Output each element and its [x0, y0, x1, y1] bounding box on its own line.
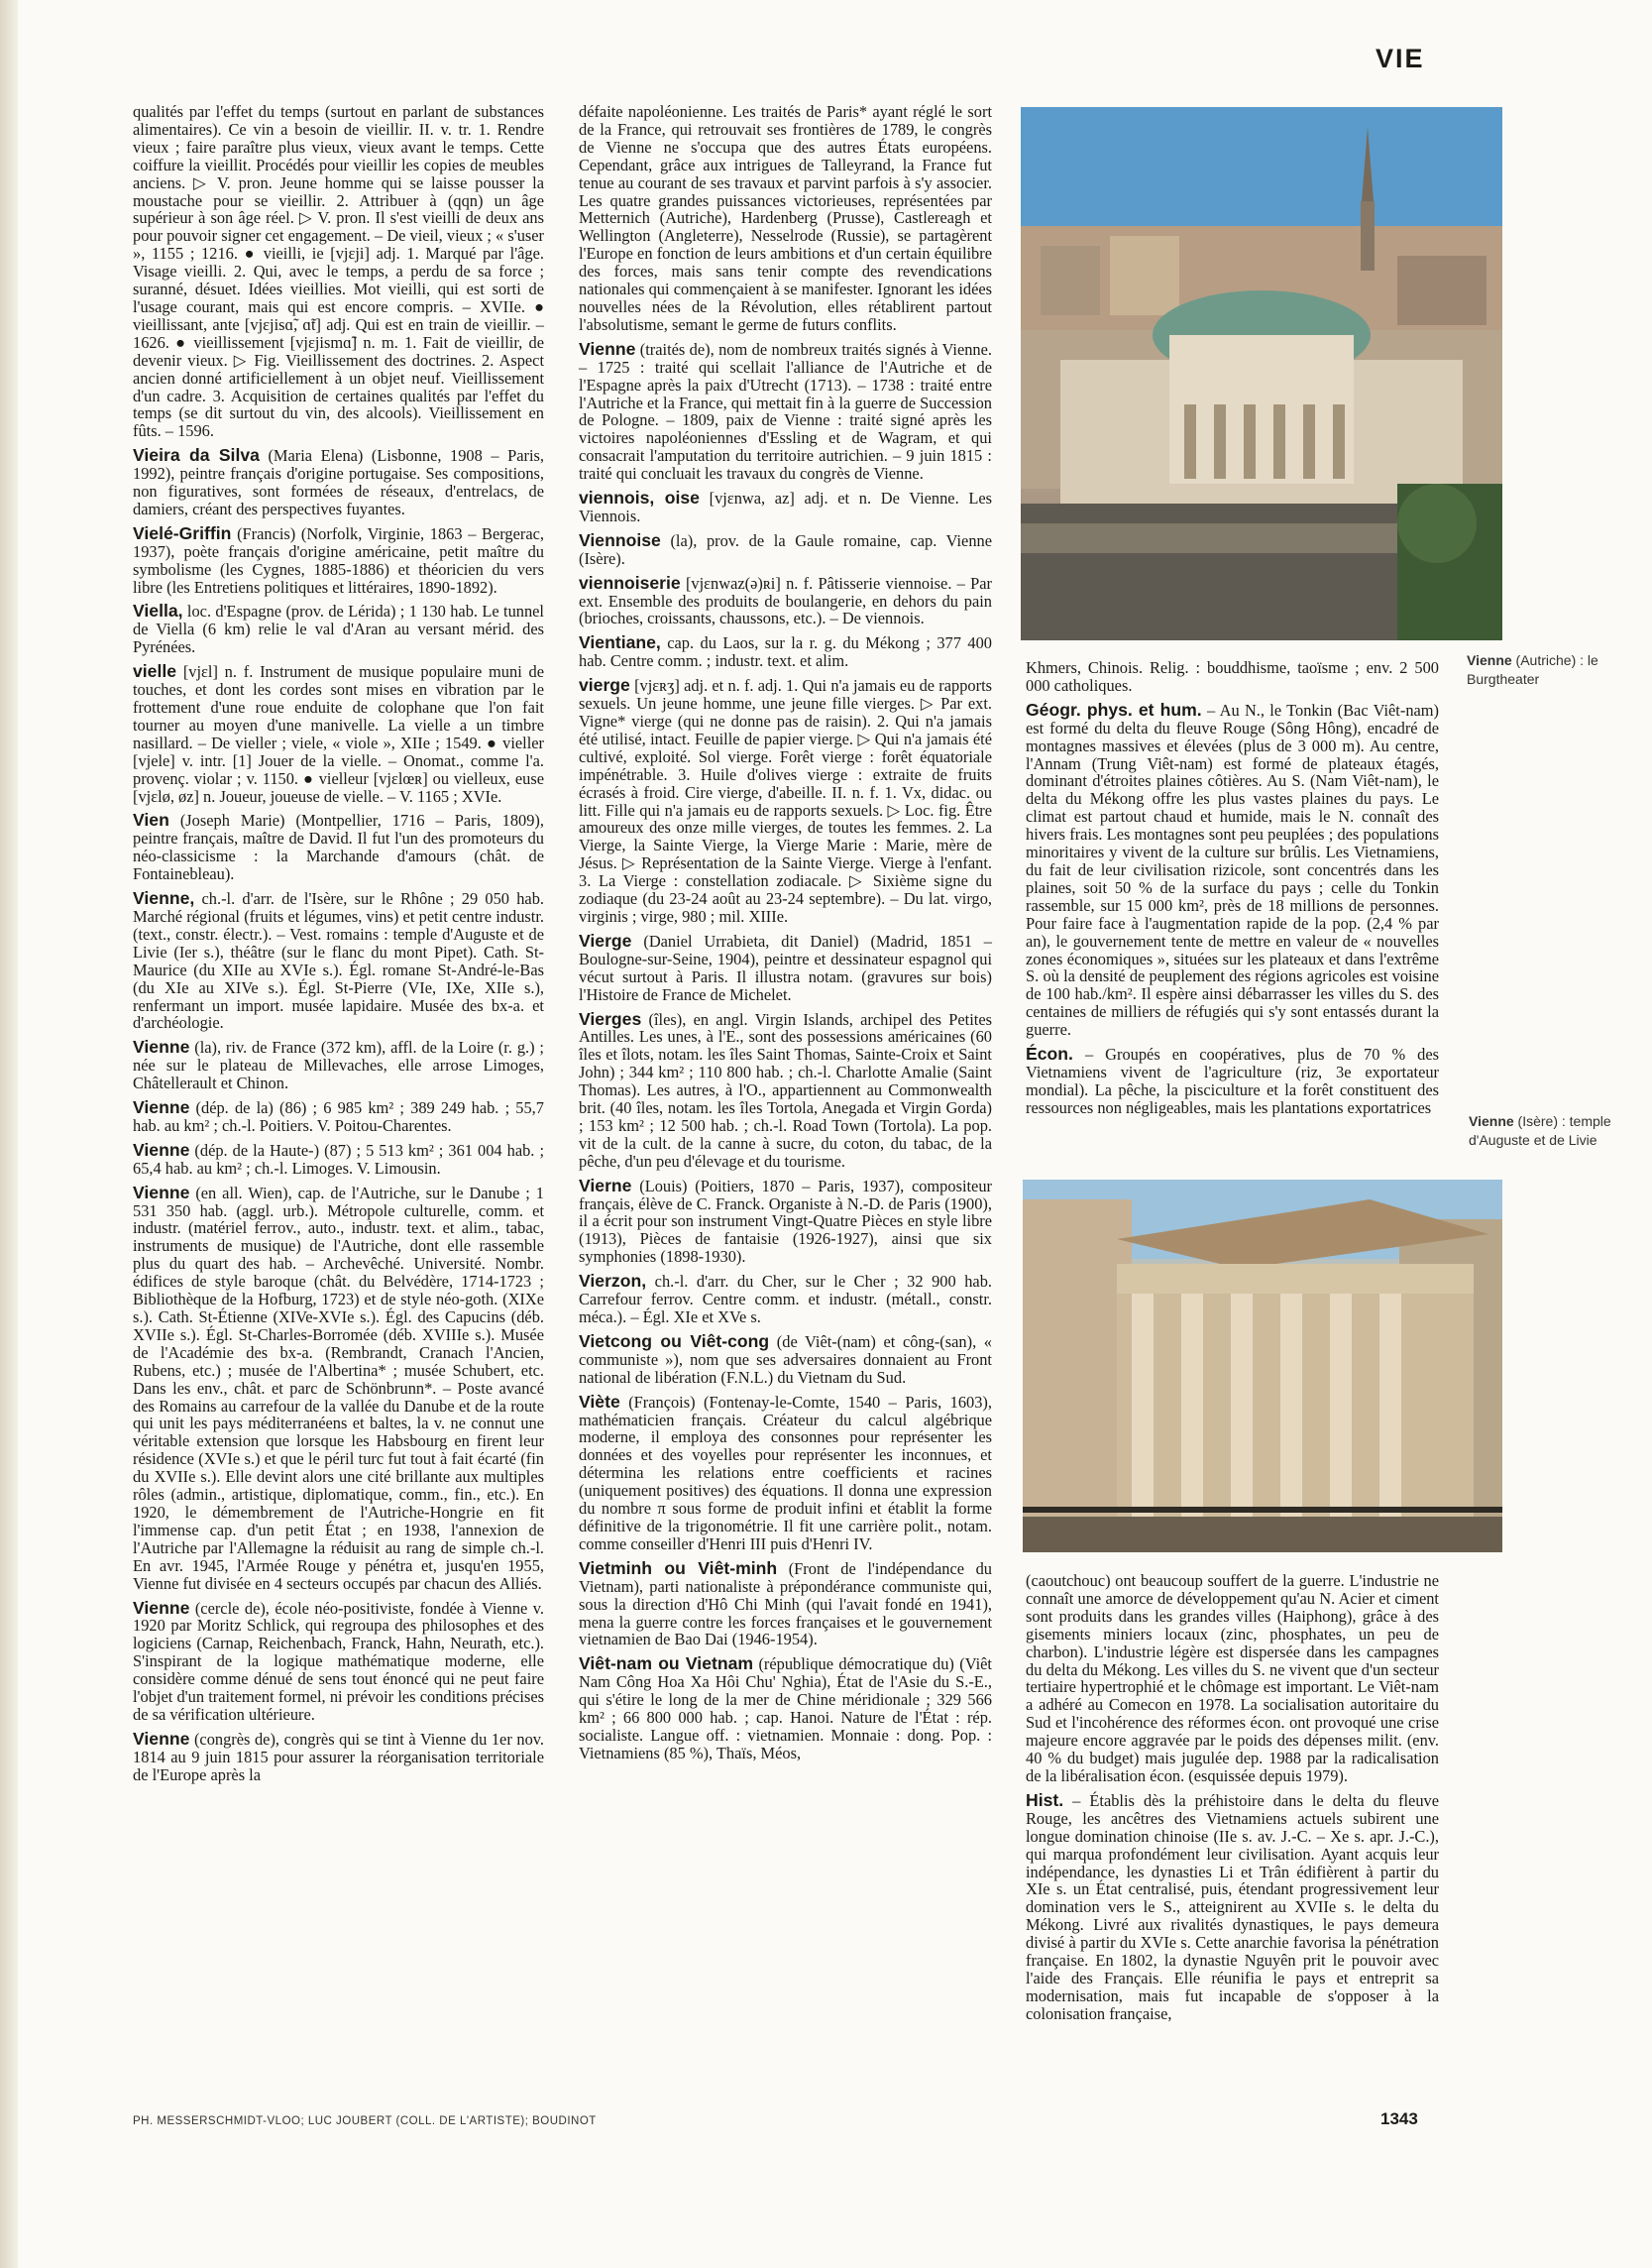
column-2	[579, 103, 992, 1769]
entry	[1026, 659, 1439, 695]
headword: Vienne	[133, 1139, 190, 1160]
burgtheater-illustration	[1021, 107, 1502, 640]
entry	[579, 1655, 992, 1761]
headword: Vielé-Griffin	[133, 522, 232, 543]
entry-text: (de Viêt-(nam) et công-(san), « communiste »), nom que ses adversaires donnaient au Front national de libération (F.N.L.) du Vietnam du Sud.	[579, 1331, 992, 1387]
page-spine-shadow	[0, 0, 18, 2268]
headword: Vientiane,	[579, 632, 661, 653]
entry	[133, 1597, 544, 1724]
entry	[133, 522, 544, 597]
headword: Géogr. phys. et hum.	[1026, 699, 1202, 720]
entry-text: Khmers, Chinois. Relig. : bouddhisme, taoïsme ; env. 2 500 000 catholiques.	[1026, 658, 1439, 695]
entry	[133, 1139, 544, 1178]
photo-caption	[1467, 651, 1635, 689]
entry	[579, 930, 992, 1004]
headword: Vierge	[579, 930, 632, 951]
entry	[133, 103, 544, 440]
headword: Vierzon,	[579, 1271, 647, 1292]
entry-text: (Front de l'indépendance du Vietnam), parti nationaliste à prépondérance communiste qui, sous la direction d'Hô Chi Minh (qui l'avait fondé en 1941), mena la guerre contre les forces françaises et le gouvernement vietnamien de Bao Dai (1946-1954).	[579, 1558, 992, 1649]
entry	[579, 1330, 992, 1387]
entry-text: [vjɛl] n. f. Instrument de musique populaire muni de touches, et dont les cordes sont mises en vibration par le frottement d'une roue enduite de colophane que l'on fait tourner au moyen d'une manivelle. La vielle a un timbre nasillard. – De vieller ; viele, « viole », XIIe ; 1549. ● vieller [vjele] v. intr. [1] Jouer de la vielle. – Onomat., comme l'a. provenç. violar ; v. 1150. ● vielleur [vjɛlœʀ] ou vielleux, euse [vjɛlø, øz] n. Joueur, joueuse de vielle. – V. 1165 ; XVIe.	[133, 662, 544, 806]
headword: Vierges	[579, 1008, 642, 1029]
entry-text: (Maria Elena) (Lisbonne, 1908 – Paris, 1992), peintre français d'origine portugaise. Ses compositions, non figuratives, sont formées de réseaux, d'entrelacs, de damiers, créant des perspectives fuyantes.	[133, 446, 544, 518]
headword: Vienne	[133, 1097, 190, 1118]
entry-text: [vjɛnwaz(ə)ʀi] n. f. Pâtisserie viennoise. – Par ext. Ensemble des produits de boulangerie, en dehors du pain (brioches, croissants, chaussons, etc.). – De viennois.	[579, 573, 992, 628]
burgtheater-photo	[1021, 107, 1502, 640]
entry-text: (caoutchouc) ont beaucoup souffert de la guerre. L'industrie ne connaît une amorce de développement qu'au N. Acier et ciment sont produits dans les grandes villes (Haiphong), grâce à des gisements miniers locaux (zinc, phosphates, un peu de charbon). L'industrie légère est dispersée dans les campagnes du delta du Mékong. Les villes du S. ne vivent que d'un secteur tertiaire hypertrophié et le chômage est important. Le Viêt-nam a adhéré au Comecon en 1978. La socialisation autoritaire du Sud et l'incohérence des réformes écon. ont provoqué une crise majeure encore aggravée par le poids des dépenses milit. (env. 40 % du budget) mais jugulée dep. 1988 par la radicalisation de la libéralisation écon. (esquissée depuis 1979).	[1026, 1571, 1439, 1785]
entry-text: (François) (Fontenay-le-Comte, 1540 – Paris, 1603), mathématicien français. Créateur du calcul algébrique moderne, il employa des consonnes pour représenter les données et des voyelles pour représenter les inconnues, et détermina les relations entre coefficients et racines (uniquement positives) des équations. Il donna une expression du nombre π sous forme de produit infini et établit la forme définitive de la trigonométrie. Il fit une carrière polit., notam. comme conseiller d'Henri III puis d'Henri IV.	[579, 1392, 992, 1553]
headword: Écon.	[1026, 1044, 1073, 1065]
running-head: VIE	[1376, 44, 1425, 73]
headword: Viella,	[133, 601, 183, 622]
entry-text: [vjɛʀʒ] adj. et n. f. adj. 1. Qui n'a jamais eu de rapports sexuels. Un jeune homme, une jeune fille vierges. ▷ Par ext. Vigne* vierge (qui ne donne pas de raisin). 2. Qui n'a jamais été utilisé, intact. Feuille de papier vierge. ▷ Qui n'a jamais été cultivé, exploité. Sol vierge. Forêt vierge : forêt équatoriale impénétrable. 3. Huile d'olives vierge : extraite de fruits écrasés à froid. Cire vierge, d'abeille. II. n. f. 1. Vx, didac. ou litt. Fille qui n'a jamais eu de rapports sexuels. ▷ Loc. fig. Être amoureux des onze mille vierges, de toutes les femmes. 2. La Vierge, la Sainte Vierge, la Vierge Marie : Marie, mère de Jésus. ▷ Représentation de la Sainte Vierge. Vierge à l'enfant. 3. La Vierge : constellation zodiacale. ▷ Sixième signe du zodiaque (du 23-24 août au 23-24 septembre). – Du lat. virgo, virginis ; virge, 980 ; mil. XIIIe.	[579, 676, 992, 926]
entry	[133, 447, 544, 518]
entry-text: qualités par l'effet du temps (surtout en parlant de substances alimentaires). Ce vin a besoin de vieillir. II. v. tr. 1. Rendre vieux ; faire paraître plus vieux, vieux avant le temps. Cette coiffure la vieillit. Procédés pour vieillir les copies de meubles anciens. ▷ V. pron. Jeune homme qui se laisse pousser la moustache pour se vieillir. 2. Attribuer à (qqn) un âge supérieur à son âge réel. ▷ V. pron. Il s'est vieilli de deux ans pour pouvoir signer cet engagement. – De vieil, vieux ; « s'user », 1155 ; 1216. ● vieilli, ie [vjɛji] adj. 1. Marqué par l'âge. Visage vieilli. 2. Qui, avec le temps, a perdu de sa force ; suranné, désuet. Idées vieillies. Mot vieilli, qui est sorti de l'usage courant, mais qui est encore compris. – XVIIe. ● vieillissant, ante [vjɛjisɑ̃, ɑ̃t] adj. Qui est en train de vieillir. – 1626. ● vieillissement [vjɛjismɑ̃] n. m. 1. Fait de vieillir, de devenir vieux. ▷ Fig. Vieillissement des doctrines. 2. Aspect ancien donné artificiellement à un objet neuf. Vieillissement d'un cadre. 3. Acquisition de certaines qualités par l'effet du temps (se dit surtout du vin, des alcools). Vieillissement en fûts. – 1596.	[133, 102, 544, 441]
entry	[579, 103, 992, 334]
entry-text: (la), prov. de la Gaule romaine, cap. Vienne (Isère).	[579, 530, 992, 568]
headword: Vienne	[579, 338, 636, 359]
entry-text: (congrès de), congrès qui se tint à Vienne du 1er nov. 1814 au 9 juin 1815 pour assurer la réorganisation territoriale de l'Europe après la	[133, 1729, 544, 1784]
entry	[579, 1557, 992, 1649]
temple-illustration	[1023, 1180, 1502, 1552]
headword: viennois, oise	[579, 488, 700, 509]
entry	[579, 677, 992, 926]
headword: Viète	[579, 1391, 620, 1412]
entry-text: (îles), en angl. Virgin Islands, archipel des Petites Antilles. Les unes, à l'E., sont des possessions américaines (60 îles et îlots, notam. les îles Saint Thomas, Sainte-Croix et Saint John) ; 344 km² ; 110 800 hab. ; ch.-l. Charlotte Amalie (Saint Thomas). Les autres, à l'O., appartiennent au Commonwealth brit. (40 îles, notam. les îles Tortola, Anegada et Virgin Gorda) ; 153 km² ; 12 500 hab. ; ch.-l. Road Town (Tortola). La pop. vit de la cult. de la canne à sucre, du coton, du tabac, de la pêche, d'un peu d'élevage et du tourisme.	[579, 1009, 992, 1171]
entry-text: (en all. Wien), cap. de l'Autriche, sur le Danube ; 1 531 350 hab. (aggl. urb.). Métropole culturelle, comm. et industr. (matériel ferrov., auto., industr. text. et alim., tabac, instruments de musique) de l'Autriche, dont elle rassemble plus du quart des hab. – Archevêché. Université. Nombr. édifices de style baroque (chât. du Belvédère, 1714-1723 ; Bibliothèque de la Hofburg, 1723) et de style néo-goth. (XIXe s.). Cath. St-Étienne (XIVe-XVIe s.). Égl. des Capucins (déb. XVIIe s.). Égl. St-Charles-Borromée (déb. XVIIIe s.). Musée de l'Académie des bx-a. (Rembrandt, Cranach l'Ancien, Rubens, etc.) ; musée de l'Albertina* ; musée Schubert, etc. Dans les env., chât. et parc de Schönbrunn*. – Poste avancé des Romains au carrefour de la vallée du Danube et de la route qui unit les pays méditerranéens et baltes, la v. ne connut une véritable extension que lorsque les Habsbourg en firent leur résidence (XVIe s.) et que le péril turc fut tout à fait écarté (fin du XVIIe s.). Elle devint alors une cité brillante aux multiples rôles (admin., artistique, diplomatique, comm., fin., etc.). En 1920, le démembrement de l'Autriche-Hongrie en fit l'immense cap. d'un petit État ; en 1938, l'annexion de l'Autriche par l'Allemagne la réduisit au rang de simple ch.-l. En avr. 1945, l'Armée Rouge y pénétra et, jusqu'en 1955, Vienne fut divisée en 4 secteurs occupés par chacun des Alliés.	[133, 1183, 544, 1593]
entry	[579, 572, 992, 628]
headword: viennoiserie	[579, 572, 681, 593]
photo-credits: PH. MESSERSCHMIDT-VLOO; LUC JOUBERT (COLL. DE L'ARTISTE); BOUDINOT	[133, 2115, 597, 2127]
entry-text: – Groupés en coopératives, plus de 70 % des Vietnamiens vivent de l'agriculture (riz, 3e exportateur mondial). La pêche, la pisciculture et la forêt constituent des ressources non négligeables, mais les plantations exportatrices	[1026, 1045, 1439, 1117]
headword: Hist.	[1026, 1789, 1064, 1810]
entry	[579, 1273, 992, 1326]
entry-text: (traités de), nom de nombreux traités signés à Vienne. – 1725 : traité qui scellait l'alliance de l'Autriche et de l'Espagne après la paix d'Utrecht (1713). – 1738 : traité entre l'Autriche et la France, qui mettait fin à la guerre de Succession de Pologne. – 1809, paix de Vienne : traité signé après les victoires napoléoniennes d'Essling et de Wagram, et qui consacrait l'amputation du territoire autrichien. – 9 juin 1815 : traité qui concluait les travaux du congrès de Vienne.	[579, 339, 992, 484]
entry-text: (la), riv. de France (372 km), affl. de la Loire (r. g.) ; née sur le plateau de Millevaches, elle arrose Limoges, Châtellerault et Chinon.	[133, 1038, 544, 1093]
entry-text: (dép. de la) (86) ; 6 985 km² ; 389 249 hab. ; 55,7 hab. au km² ; ch.-l. Poitiers. V. Poitou-Charentes.	[133, 1098, 544, 1135]
entry	[133, 603, 544, 656]
entry	[579, 338, 992, 484]
entry-text: [vjɛnwa, az] adj. et n. De Vienne. Les Viennois.	[579, 489, 993, 525]
entry	[1026, 1046, 1439, 1117]
entry	[1026, 699, 1439, 1040]
entry	[1026, 1572, 1439, 1785]
temple-photo	[1023, 1180, 1502, 1552]
headword: Vienne,	[133, 888, 195, 909]
headword: Vierne	[579, 1175, 632, 1195]
photo-caption	[1469, 1112, 1639, 1150]
entry	[579, 1175, 992, 1267]
caption-place: Vienne	[1467, 652, 1512, 668]
entry	[579, 490, 992, 525]
headword: Viennoise	[579, 529, 661, 550]
entry-text: (Daniel Urrabieta, dit Daniel) (Madrid, 1851 – Boulogne-sur-Seine, 1904), peintre et dessinateur espagnol qui vécut surtout à Paris. Il illustra notam. (gravures sur bois) l'Histoire de France de Michelet.	[579, 931, 992, 1004]
headword: Vieira da Silva	[133, 445, 260, 466]
headword: Vien	[133, 810, 169, 831]
entry-text: loc. d'Espagne (prov. de Lérida) ; 1 130 hab. Le tunnel de Viella (6 km) relie le val d'Aran au versant mérid. des Pyrénées.	[133, 602, 544, 657]
entry	[133, 1182, 544, 1593]
headword: vielle	[133, 661, 177, 682]
entry	[133, 1099, 544, 1135]
caption-detail: (Isère) : temple d'Auguste et de Livie	[1469, 1113, 1611, 1148]
entry-text: – Au N., le Tonkin (Bac Viêt-nam) est formé du delta du fleuve Rouge (Sông Hông), encadré de montagnes massives et élevées (plus de 3 000 m). Au centre, l'Annam (Trung Viêt-nam) est formé de plateaux étagés, dominant d'étroites plaines côtières. Au S. (Nam Viêt-nam), le delta du Mékong offre les plus vastes plaines du pays. Le climat est partout chaud et humide, mais le N. connaît des hivers frais. Les montagnes sont peu peuplées ; des populations minoritaires y vivent de la culture sur brûlis. Les Vietnamiens, du fait de leur civilisation rizicole, sont concentrés dans les plaines, soit 50 % de la surface du pays ; celle du Tonkin rassemble, sur 15 000 km², près de 18 millions de personnes. Pour faire face à l'augmentation rapide de la pop. (2,4 % par an), le gouvernement tente de mettre en valeur de « nouvelles zones économiques », situées sur les plateaux et dans l'extrême S. où la densité de peuplement des régions agricoles est voisine de 100 hab./km². Il espère ainsi débarrasser les villes du S. des centaines de milliers de réfugiés qui s'y sont entassés durant la guerre.	[1026, 700, 1439, 1040]
entry-text: défaite napoléonienne. Les traités de Paris* ayant réglé le sort de la France, qui retrouvait ses frontières de 1789, le congrès de Vienne ne s'occupa que des autres États européens. Cependant, grâce aux intrigues de Talleyrand, la France fut tenue au courant de ses travaux et parvint parfois à s'y associer. Les quatre grandes puissances victorieuses, représentées par Metternich (Autriche), Hardenberg (Prusse), Castlereagh et Wellington (Angleterre), Nesselrode (Russie), se partagèrent l'Europe en fonction de leurs ambitions et d'un certain équilibre des forces, mais sans tenir compte des revendications nationales qui commençaient à se manifester. Ignorant les idées nouvelles nées de la Révolution, elles rétablirent partout l'absolutisme, semant le germe de futurs conflits.	[579, 102, 992, 334]
headword: Vienne	[133, 1597, 190, 1618]
page-number: 1343	[1380, 2109, 1418, 2128]
entry-text: (Louis) (Poitiers, 1870 – Paris, 1937), compositeur français, élève de C. Franck. Organiste à N.-D. de Paris (1900), il a écrit pour son instrument Vingt-Quatre Pièces en style libre (1913), Pièces de fantaisie (1926-1927), ainsi que six symphonies (1898-1930).	[579, 1176, 992, 1267]
headword: Vienne	[133, 1037, 190, 1058]
caption-place: Vienne	[1469, 1113, 1514, 1129]
entry	[579, 529, 992, 568]
entry-text: (république démocratique du) (Viêt Nam Công Hoa Xa Hôi Chu' Nghia), État de l'Asie du S.-E., qui s'étire le long de la mer de Chine méridionale ; 329 566 km² ; 66 800 000 hab. ; cap. Hanoi. Nature de l'État : rép. socialiste. Langue off. : vietnamien. Monnaie : dong. Pop. : Vietnamiens (85 %), Thaïs, Méos,	[579, 1654, 992, 1762]
entry	[133, 812, 544, 883]
headword: Vienne	[133, 1728, 190, 1749]
entry	[579, 1391, 992, 1553]
headword: Viêt-nam ou Vietnam	[579, 1653, 754, 1674]
entry-text: (Joseph Marie) (Montpellier, 1716 – Paris, 1809), peintre français, maître de David. Il fut l'un des promoteurs du néo-classicisme : la Marchande d'amours (chât. de Fontainebleau).	[133, 811, 544, 884]
entry-text: (Francis) (Norfolk, Virginie, 1863 – Bergerac, 1937), poète français d'origine américaine, petit maître du symbolisme (les Cygnes, 1885-1886) et théoricien du vers libre (les Entretiens politiques et littéraires, 1890-1892).	[133, 523, 544, 597]
entry-text: ch.-l. d'arr. de l'Isère, sur le Rhône ; 29 050 hab. Marché régional (fruits et légumes, vins) et petit centre industr. (text., constr. électr.). – Vest. romains : temple d'Auguste et de Livie (Ier s.), théâtre (sur le flanc du mont Pipet). Cath. St-Maurice (du XIIe au XVIe s.). Égl. romane St-André-le-Bas (du XIe au XIVe s.). Égl. St-Pierre (VIe, IXe, XIIe s.), renfermant un import. musée lapidaire. Musée des bx-a. et d'archéologie.	[133, 889, 544, 1033]
entry-text: ch.-l. d'arr. du Cher, sur le Cher ; 32 900 hab. Carrefour ferrov. Centre comm. et industr. (métall., constr. méca.). – Égl. XIe et XVe s.	[579, 1272, 992, 1326]
entry	[133, 663, 544, 805]
entry	[1026, 1789, 1439, 2023]
entry	[579, 634, 992, 670]
column-3-lower	[1026, 1572, 1439, 2030]
headword: Vienne	[133, 1182, 190, 1202]
caption-detail: (Autriche) : le Burgtheater	[1467, 652, 1598, 687]
entry-text: – Établis dès la préhistoire dans le delta du fleuve Rouge, les ancêtres des Vietnamiens actuels subirent une longue domination chinoise (IIe s. av. J.-C. – Xe s. apr. J.-C.), qui marqua profondément leur civilisation. Ayant acquis leur indépendance, les dynasties Li et Trân édifièrent à partir du XIe s. un État centralisé, puis, étendant progressivement leur domination vers le S., atteignirent au XVIIe s. le delta du Mékong. Livré aux rivalités dynastiques, le pays demeura divisé à partir du XVIe s. Cette anarchie favorisa la pénétration française. En 1802, la dynastie Nguyên prit le pouvoir avec l'aide des Français. Elle réunifia le pays et entreprit sa modernisation, mais fut incapable de s'opposer à la colonisation française,	[1026, 1790, 1439, 2023]
headword: Vietminh ou Viêt-minh	[579, 1557, 778, 1578]
entry-text: cap. du Laos, sur la r. g. du Mékong ; 377 400 hab. Centre comm. ; industr. text. et alim.	[579, 633, 992, 671]
entry	[133, 1728, 544, 1784]
column-3-upper	[1026, 659, 1439, 1124]
entry	[579, 1008, 992, 1171]
entry	[133, 890, 544, 1032]
headword: vierge	[579, 675, 630, 696]
entry-text: (dép. de la Haute-) (87) ; 5 513 km² ; 361 004 hab. ; 65,4 hab. au km² ; ch.-l. Limoges. V. Limousin.	[133, 1140, 544, 1178]
headword: Vietcong ou Viêt-cong	[579, 1330, 770, 1351]
entry-text: (cercle de), école néo-positiviste, fondée à Vienne v. 1920 par Moritz Schlick, qui regroupa des philosophes et des logiciens (Carnap, Reichenbach, Franck, Hahn, Neurath, etc.). S'inspirant de la logique mathématique moderne, elle considère comme dénué de sens tout énoncé qui ne peut faire l'objet d'un traitement formel, ni prévoir les conditions précises de sa vérification ultérieure.	[133, 1598, 544, 1724]
column-1	[133, 103, 544, 1791]
entry	[133, 1039, 544, 1092]
